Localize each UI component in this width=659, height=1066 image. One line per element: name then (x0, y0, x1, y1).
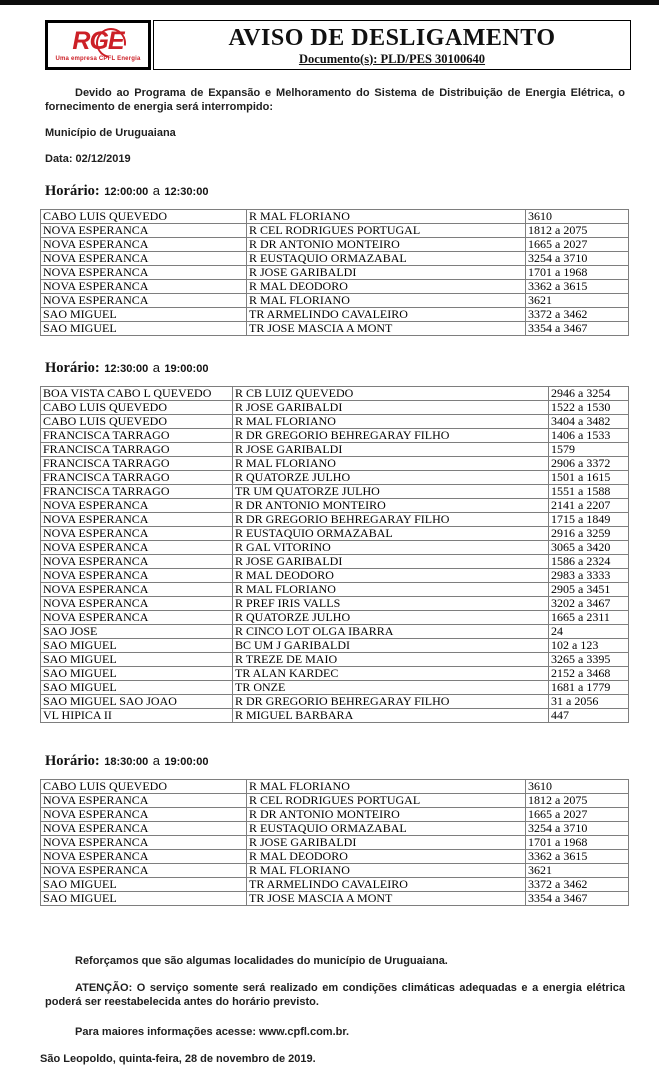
locality-cell: NOVA ESPERANCA (41, 583, 233, 597)
locality-cell: NOVA ESPERANCA (41, 280, 247, 294)
locality-cell: SAO MIGUEL SAO JOAO (41, 695, 233, 709)
title-box (153, 20, 631, 70)
number-range-cell: 1551 a 1588 (549, 485, 629, 499)
number-range-cell: 1665 a 2311 (549, 611, 629, 625)
locality-cell: SAO MIGUEL (41, 892, 247, 906)
locality-cell: CABO LUIS QUEVEDO (41, 780, 247, 794)
street-cell: R MIGUEL BARBARA (233, 709, 549, 723)
street-cell: R MAL FLORIANO (247, 294, 526, 308)
rge-logo-text: RGE (72, 26, 124, 55)
street-cell: R MAL DEODORO (247, 850, 526, 864)
street-cell: TR ARMELINDO CAVALEIRO (247, 308, 526, 322)
footer-note: Reforçamos que são algumas localidades do município de Uruguaiana. (75, 955, 448, 967)
street-cell: R JOSE GARIBALDI (247, 836, 526, 850)
footer-dateline: São Leopoldo, quinta-feira, 28 de novembro de 2019. (40, 1053, 316, 1065)
table-row (41, 485, 629, 499)
time-separator: a (152, 753, 160, 768)
number-range-cell: 3372 a 3462 (526, 878, 629, 892)
table-row (41, 308, 629, 322)
table-row (41, 625, 629, 639)
street-cell: R CB LUIZ QUEVEDO (233, 387, 549, 401)
table-row (41, 597, 629, 611)
schedule-heading-1 (45, 183, 631, 200)
number-range-cell: 1406 a 1533 (549, 429, 629, 443)
locality-cell: CABO LUIS QUEVEDO (41, 415, 233, 429)
time-separator: a (152, 183, 160, 198)
number-range-cell: 2152 a 3468 (549, 667, 629, 681)
end-time: 19:00:00 (164, 756, 209, 768)
street-cell: TR UM QUATORZE JULHO (233, 485, 549, 499)
locality-cell: FRANCISCA TARRAGO (41, 471, 233, 485)
number-range-cell: 1681 a 1779 (549, 681, 629, 695)
date-line: Data: 02/12/2019 (45, 153, 131, 165)
number-range-cell: 3404 a 3482 (549, 415, 629, 429)
number-range-cell: 3254 a 3710 (526, 822, 629, 836)
locality-cell: NOVA ESPERANCA (41, 224, 247, 238)
table-row (41, 429, 629, 443)
locality-cell: NOVA ESPERANCA (41, 611, 233, 625)
locality-cell: CABO LUIS QUEVEDO (41, 210, 247, 224)
locality-cell: NOVA ESPERANCA (41, 294, 247, 308)
locality-cell: NOVA ESPERANCA (41, 266, 247, 280)
number-range-cell: 1522 a 1530 (549, 401, 629, 415)
table-row (41, 415, 629, 429)
table-row (41, 322, 629, 336)
number-range-cell: 1501 a 1615 (549, 471, 629, 485)
number-range-cell: 3202 a 3467 (549, 597, 629, 611)
locality-cell: NOVA ESPERANCA (41, 499, 233, 513)
table-row (41, 695, 629, 709)
number-range-cell: 447 (549, 709, 629, 723)
street-cell: R EUSTAQUIO ORMAZABAL (233, 527, 549, 541)
locality-cell: NOVA ESPERANCA (41, 808, 247, 822)
street-cell: R CINCO LOT OLGA IBARRA (233, 625, 549, 639)
table-row (41, 541, 629, 555)
schedule-heading-2 (45, 360, 631, 377)
street-cell: R CEL RODRIGUES PORTUGAL (247, 794, 526, 808)
locality-cell: NOVA ESPERANCA (41, 541, 233, 555)
number-range-cell: 2983 a 3333 (549, 569, 629, 583)
table-row (41, 822, 629, 836)
rge-logo-icon (72, 26, 124, 55)
number-range-cell: 3254 a 3710 (526, 252, 629, 266)
number-range-cell: 1812 a 2075 (526, 224, 629, 238)
number-range-cell: 31 a 2056 (549, 695, 629, 709)
locality-cell: NOVA ESPERANCA (41, 850, 247, 864)
table-row (41, 294, 629, 308)
page-title: AVISO DE DESLIGAMENTO (228, 24, 556, 51)
table-row (41, 457, 629, 471)
number-range-cell: 1812 a 2075 (526, 794, 629, 808)
table-row (41, 667, 629, 681)
street-cell: R GAL VITORINO (233, 541, 549, 555)
number-range-cell: 3354 a 3467 (526, 892, 629, 906)
table-row (41, 499, 629, 513)
intro-paragraph: Devido ao Programa de Expansão e Melhoramento do Sistema de Distribuição de Energia Elétrica, o fornecimento de energia será interrompido: (45, 87, 625, 113)
start-time: 18:30:00 (104, 756, 149, 768)
number-range-cell: 1665 a 2027 (526, 238, 629, 252)
footer-info-url: Para maiores informações acesse: www.cpfl.com.br. (75, 1026, 350, 1038)
street-cell: R QUATORZE JULHO (233, 471, 549, 485)
locality-cell: SAO MIGUEL (41, 653, 233, 667)
table-row (41, 836, 629, 850)
horario-label: Horário: (45, 753, 100, 769)
street-cell: R MAL FLORIANO (233, 583, 549, 597)
street-cell: R CEL RODRIGUES PORTUGAL (247, 224, 526, 238)
number-range-cell: 1665 a 2027 (526, 808, 629, 822)
number-range-cell: 24 (549, 625, 629, 639)
table-row (41, 252, 629, 266)
table-row (41, 513, 629, 527)
street-cell: R DR GREGORIO BEHREGARAY FILHO (233, 429, 549, 443)
end-time: 12:30:00 (164, 186, 209, 198)
number-range-cell: 3362 a 3615 (526, 280, 629, 294)
locality-cell: NOVA ESPERANCA (41, 836, 247, 850)
street-cell: R EUSTAQUIO ORMAZABAL (247, 822, 526, 836)
logo-tagline: Uma empresa CPFL Energia (55, 55, 141, 62)
municipality-line: Município de Uruguaiana (45, 127, 176, 139)
street-cell: R JOSE GARIBALDI (247, 266, 526, 280)
locality-cell: CABO LUIS QUEVEDO (41, 401, 233, 415)
table-row (41, 709, 629, 723)
street-cell: R MAL FLORIANO (247, 210, 526, 224)
end-time: 19:00:00 (164, 363, 209, 375)
street-cell: R MAL FLORIANO (233, 457, 549, 471)
number-range-cell: 1701 a 1968 (526, 836, 629, 850)
locality-cell: SAO MIGUEL (41, 639, 233, 653)
street-cell: R JOSE GARIBALDI (233, 401, 549, 415)
locality-cell: NOVA ESPERANCA (41, 597, 233, 611)
street-cell: R PREF IRIS VALLS (233, 597, 549, 611)
locality-cell: NOVA ESPERANCA (41, 252, 247, 266)
number-range-cell: 2906 a 3372 (549, 457, 629, 471)
locality-cell: FRANCISCA TARRAGO (41, 429, 233, 443)
locality-cell: SAO MIGUEL (41, 308, 247, 322)
table-row (41, 210, 629, 224)
table-row (41, 280, 629, 294)
number-range-cell: 2946 a 3254 (549, 387, 629, 401)
locality-cell: NOVA ESPERANCA (41, 569, 233, 583)
street-cell: R MAL DEODORO (233, 569, 549, 583)
table-row (41, 808, 629, 822)
number-range-cell: 102 a 123 (549, 639, 629, 653)
street-cell: R EUSTAQUIO ORMAZABAL (247, 252, 526, 266)
number-range-cell: 3372 a 3462 (526, 308, 629, 322)
outage-table-3 (40, 779, 629, 906)
street-cell: TR JOSE MASCIA A MONT (247, 322, 526, 336)
table-row (41, 443, 629, 457)
table-row (41, 238, 629, 252)
street-cell: R MAL FLORIANO (247, 780, 526, 794)
street-cell: R MAL FLORIANO (233, 415, 549, 429)
table-row (41, 892, 629, 906)
document-header (45, 20, 631, 70)
document-number-line: Documento(s): PLD/PES 30100640 (298, 51, 486, 66)
street-cell: R TREZE DE MAIO (233, 653, 549, 667)
table-row (41, 224, 629, 238)
locality-cell: FRANCISCA TARRAGO (41, 457, 233, 471)
locality-cell: NOVA ESPERANCA (41, 822, 247, 836)
table-row (41, 527, 629, 541)
start-time: 12:00:00 (104, 186, 149, 198)
table-row (41, 794, 629, 808)
number-range-cell: 1579 (549, 443, 629, 457)
locality-cell: SAO MIGUEL (41, 681, 233, 695)
number-range-cell: 3610 (526, 780, 629, 794)
street-cell: TR ONZE (233, 681, 549, 695)
street-cell: R DR GREGORIO BEHREGARAY FILHO (233, 695, 549, 709)
table-row (41, 569, 629, 583)
locality-cell: FRANCISCA TARRAGO (41, 485, 233, 499)
schedule-heading-3 (45, 753, 631, 770)
street-cell: BC UM J GARIBALDI (233, 639, 549, 653)
locality-cell: FRANCISCA TARRAGO (41, 443, 233, 457)
number-range-cell: 3362 a 3615 (526, 850, 629, 864)
table-row (41, 864, 629, 878)
locality-cell: BOA VISTA CABO L QUEVEDO (41, 387, 233, 401)
locality-cell: NOVA ESPERANCA (41, 864, 247, 878)
notice-document (0, 20, 659, 1066)
footer-attention: ATENÇÃO: O serviço somente será realizado em condições climáticas adequadas e a energia elétrica poderá ser reestabelecida antes do horário previsto. (45, 982, 625, 1008)
horario-label: Horário: (45, 360, 100, 376)
horario-label: Horário: (45, 183, 100, 199)
locality-cell: NOVA ESPERANCA (41, 238, 247, 252)
number-range-cell: 3621 (526, 294, 629, 308)
start-time: 12:30:00 (104, 363, 149, 375)
number-range-cell: 2905 a 3451 (549, 583, 629, 597)
street-cell: R JOSE GARIBALDI (233, 443, 549, 457)
locality-cell: SAO MIGUEL (41, 667, 233, 681)
number-range-cell: 3354 a 3467 (526, 322, 629, 336)
street-cell: R DR ANTONIO MONTEIRO (247, 238, 526, 252)
number-range-cell: 1701 a 1968 (526, 266, 629, 280)
street-cell: TR ALAN KARDEC (233, 667, 549, 681)
locality-cell: SAO MIGUEL (41, 322, 247, 336)
table-row (41, 471, 629, 485)
table-row (41, 850, 629, 864)
locality-cell: NOVA ESPERANCA (41, 513, 233, 527)
number-range-cell: 3610 (526, 210, 629, 224)
table-row (41, 401, 629, 415)
table-row (41, 611, 629, 625)
street-cell: R DR ANTONIO MONTEIRO (233, 499, 549, 513)
street-cell: TR ARMELINDO CAVALEIRO (247, 878, 526, 892)
street-cell: R QUATORZE JULHO (233, 611, 549, 625)
table-row (41, 681, 629, 695)
number-range-cell: 3621 (526, 864, 629, 878)
street-cell: R JOSE GARIBALDI (233, 555, 549, 569)
top-border-bar (0, 0, 659, 5)
table-row (41, 653, 629, 667)
number-range-cell: 3065 a 3420 (549, 541, 629, 555)
table-row (41, 387, 629, 401)
street-cell: R MAL FLORIANO (247, 864, 526, 878)
number-range-cell: 1586 a 2324 (549, 555, 629, 569)
locality-cell: NOVA ESPERANCA (41, 527, 233, 541)
outage-table-2 (40, 386, 629, 723)
street-cell: R DR ANTONIO MONTEIRO (247, 808, 526, 822)
table-row (41, 266, 629, 280)
street-cell: TR JOSE MASCIA A MONT (247, 892, 526, 906)
number-range-cell: 2916 a 3259 (549, 527, 629, 541)
street-cell: R DR GREGORIO BEHREGARAY FILHO (233, 513, 549, 527)
table-row (41, 878, 629, 892)
locality-cell: NOVA ESPERANCA (41, 794, 247, 808)
table-row (41, 555, 629, 569)
locality-cell: SAO JOSE (41, 625, 233, 639)
locality-cell: VL HIPICA II (41, 709, 233, 723)
outage-table-1 (40, 209, 629, 336)
time-separator: a (152, 360, 160, 375)
locality-cell: SAO MIGUEL (41, 878, 247, 892)
number-range-cell: 2141 a 2207 (549, 499, 629, 513)
table-row (41, 583, 629, 597)
table-row (41, 639, 629, 653)
table-row (41, 780, 629, 794)
rge-logo (45, 20, 151, 70)
number-range-cell: 1715 a 1849 (549, 513, 629, 527)
street-cell: R MAL DEODORO (247, 280, 526, 294)
locality-cell: NOVA ESPERANCA (41, 555, 233, 569)
number-range-cell: 3265 a 3395 (549, 653, 629, 667)
